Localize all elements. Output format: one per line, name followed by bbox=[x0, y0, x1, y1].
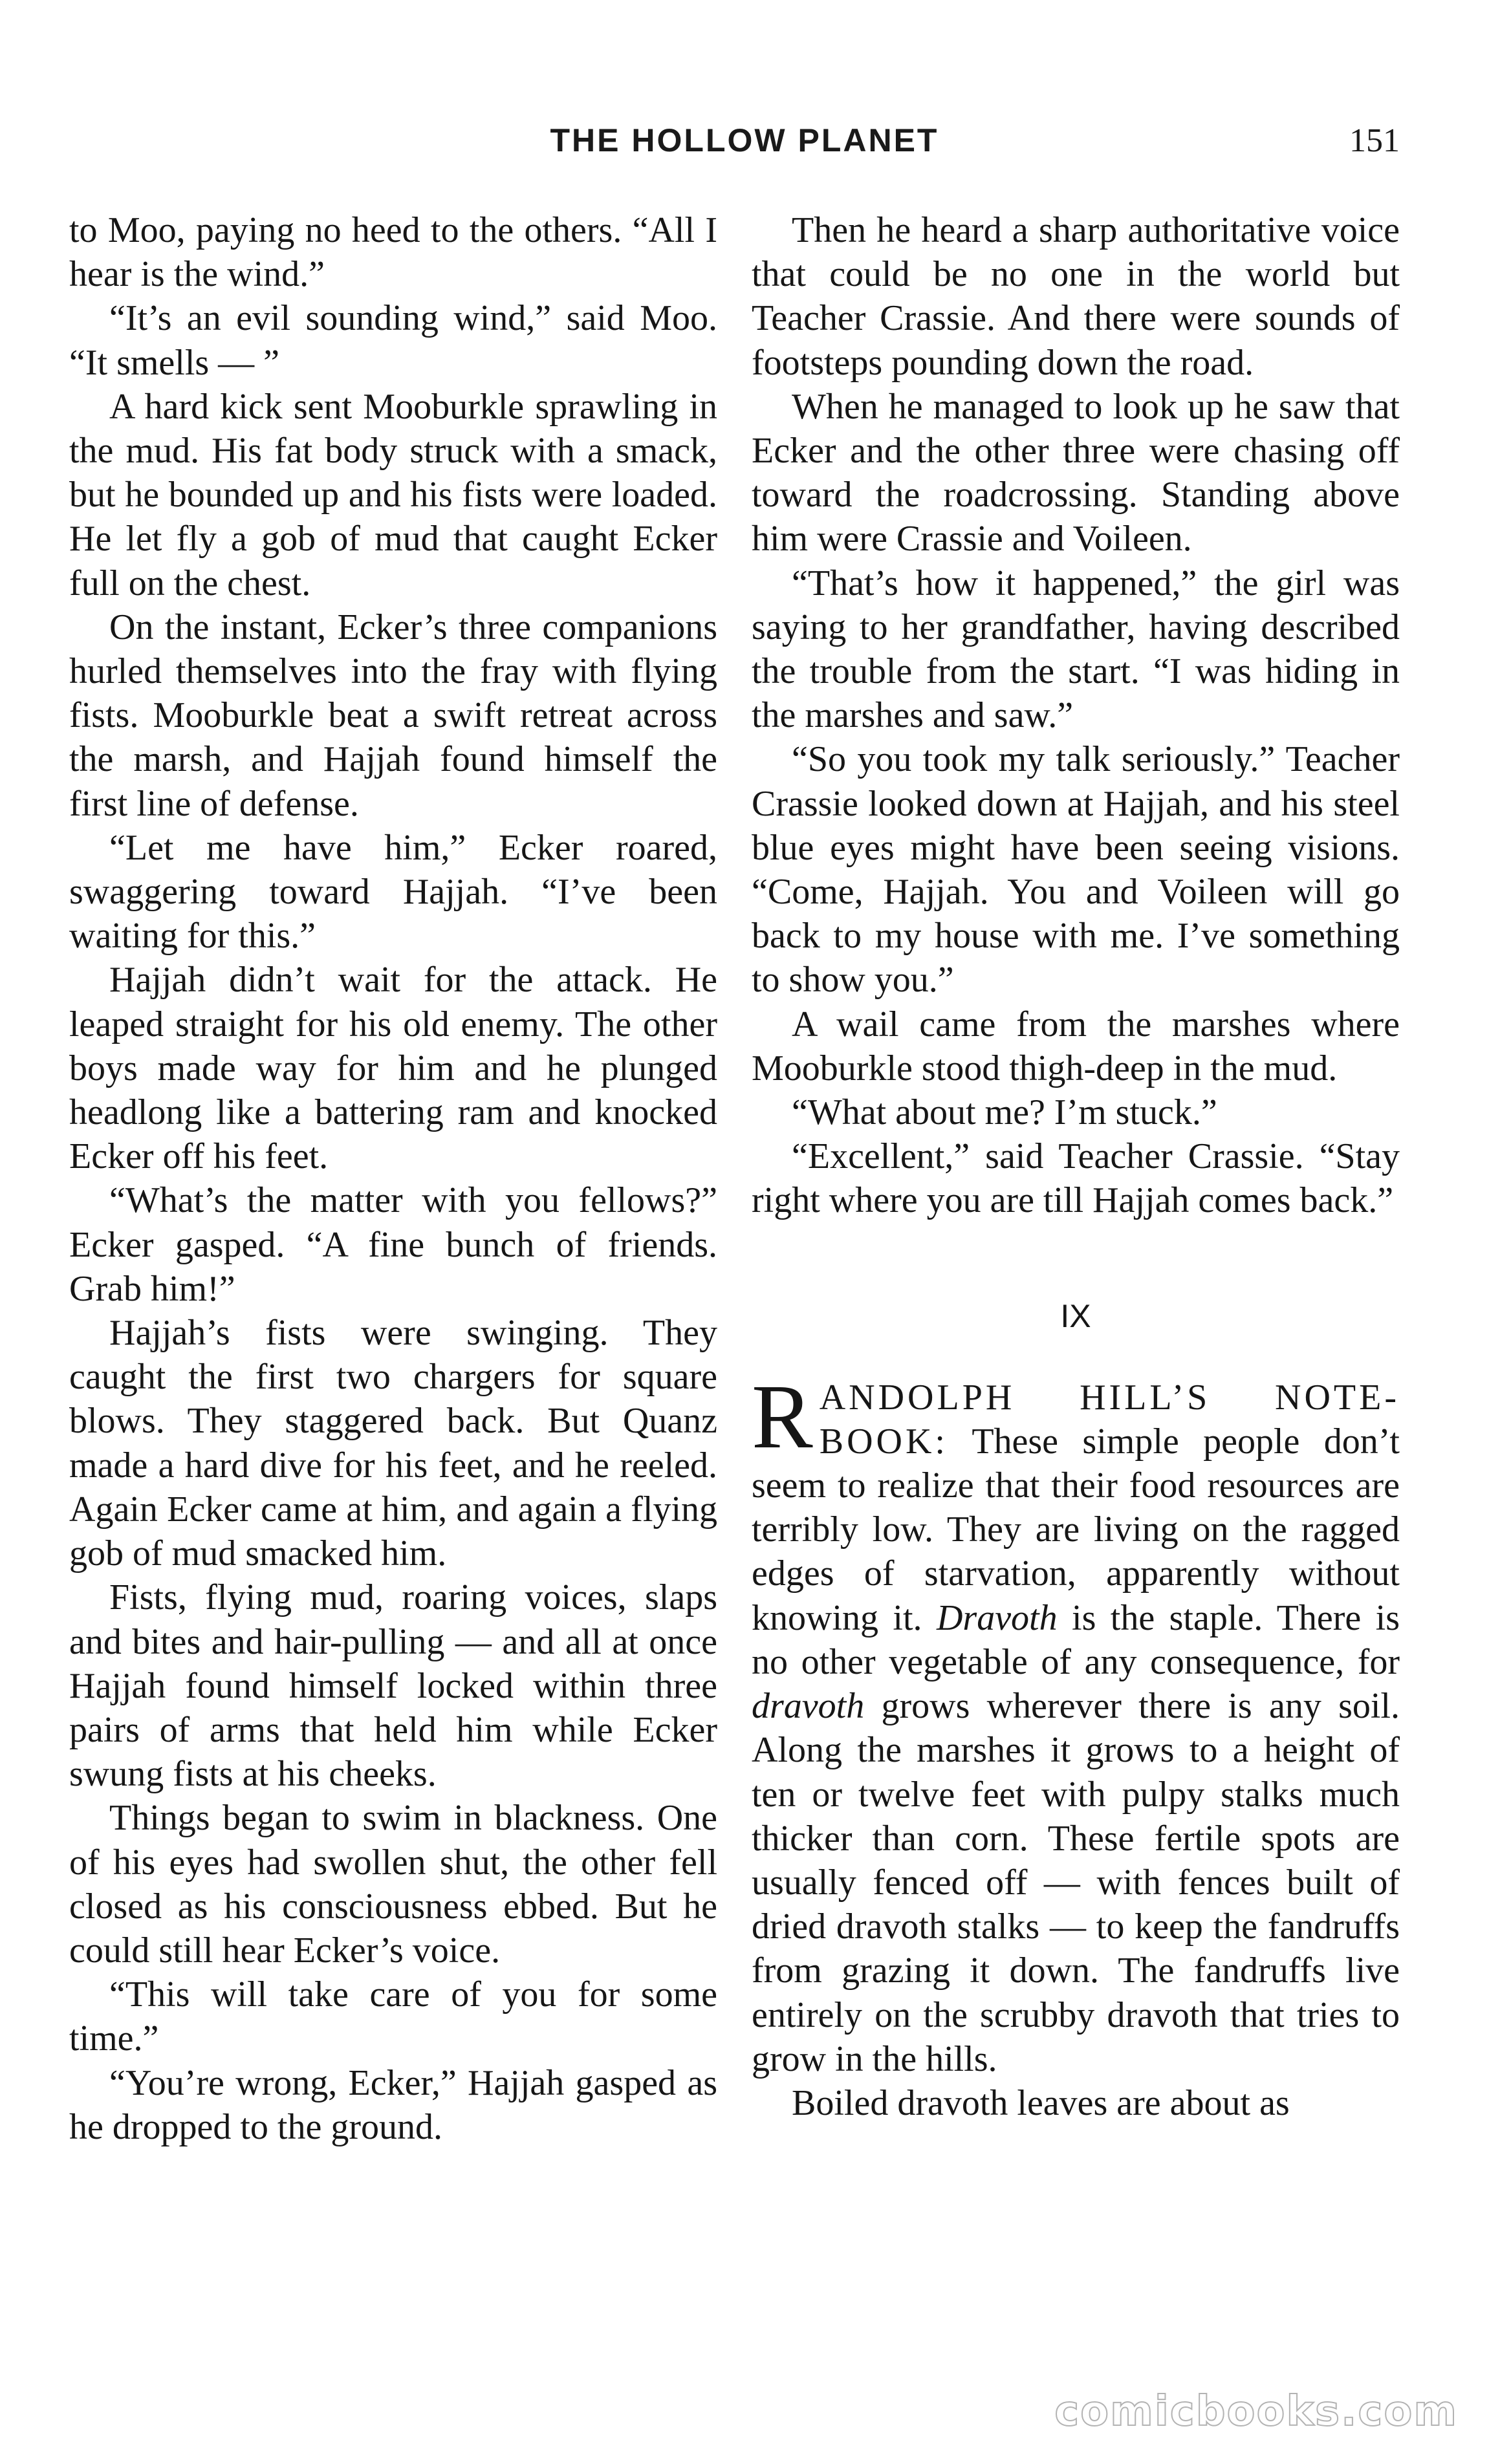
paragraph: Fists, flying mud, roaring voices, slaps and bites and hair-pulling — and all at once Hajjah found himself locked within three pairs of arms that held him while Ecker swung fists at his cheeks. bbox=[69, 1577, 717, 1795]
left-column bbox=[69, 208, 717, 2149]
notebook-lead-in: ANDOLPH HILL’S NOTE-BOOK: bbox=[819, 1377, 1400, 1462]
notebook-text: These simple people don’t seem to realize that their food resources are terribly low. They are living on the ragged edges of starvation, apparently without knowing it. bbox=[752, 1421, 1400, 1638]
running-title: THE HOLLOW PLANET bbox=[550, 122, 939, 158]
notebook-text: is the staple. There is no other vegetable of any consequence, for bbox=[752, 1597, 1400, 1682]
paragraph: Things began to swim in blackness. One of his eyes had swollen shut, the other fell closed as his consciousness ebbed. But he could still hear Ecker’s voice. bbox=[69, 1798, 717, 1971]
page-header bbox=[0, 122, 1489, 173]
paragraph: A hard kick sent Mooburkle sprawling in the mud. His fat body struck with a smack, but he bounded up and his fists were loaded. He let fly a gob of mud that caught Ecker full on the chest. bbox=[69, 386, 717, 603]
notebook-text: grows wherever there is any soil. Along the marshes it grows to a height of ten or twelve feet with pulpy stalks much thicker than corn. These fertile spots are usually fenced off — with fences built of dried dravoth stalks — to keep the fandruffs from grazing it down. The fandruffs live entirely on the scrubby dravoth that tries to grow in the hills. bbox=[752, 1686, 1400, 2079]
paragraph: On the instant, Ecker’s three companions hurled themselves into the fray with flying fists. Mooburkle beat a swift retreat across the marsh, and Hajjah found himself the first line of defense. bbox=[69, 607, 717, 824]
paragraph: “This will take care of you for some time.” bbox=[69, 1974, 717, 2059]
watermark: comicbooks.com bbox=[1054, 2388, 1458, 2436]
paragraph: Then he heard a sharp authoritative voice that could be no one in the world but Teacher Crassie. And there were sounds of footsteps pounding down the road. bbox=[752, 210, 1400, 383]
paragraph: to Moo, paying no heed to the others. “All I hear is the wind.” bbox=[69, 210, 717, 295]
italic-term: dravoth bbox=[752, 1686, 865, 1727]
paragraph: “Excellent,” said Teacher Crassie. “Stay right where you are till Hajjah comes back.” bbox=[752, 1136, 1400, 1221]
drop-cap: R bbox=[752, 1365, 813, 1467]
paragraph: Hajjah’s fists were swinging. They caught the first two chargers for square blows. They staggered back. But Quanz made a hard dive for his feet, and he reeled. Again Ecker came at him, and again a flying gob of mud smacked him. bbox=[69, 1313, 717, 1574]
paragraph: When he managed to look up he saw that Ecker and the other three were chasing off toward the roadcrossing. Standing above him were Crassie and Voileen. bbox=[752, 386, 1400, 559]
page-number: 151 bbox=[1349, 122, 1400, 159]
paragraph: “Let me have him,” Ecker roared, swaggering toward Hajjah. “I’ve been waiting for this.” bbox=[69, 827, 717, 956]
paragraph: “You’re wrong, Ecker,” Hajjah gasped as he dropped to the ground. bbox=[69, 2062, 717, 2147]
notebook-paragraph bbox=[752, 1365, 1400, 2081]
chapter-heading: IX bbox=[1060, 1297, 1091, 1334]
paragraph: “That’s how it happened,” the girl was saying to her grandfather, having described the trouble from the start. “I was hiding in the marshes and saw.” bbox=[752, 563, 1400, 736]
paragraph: “What about me? I’m stuck.” bbox=[792, 1092, 1217, 1133]
paragraph: “It’s an evil sounding wind,” said Moo. “It smells — ” bbox=[69, 298, 717, 383]
right-column bbox=[752, 208, 1400, 2125]
paragraph: A wail came from the marshes where Mooburkle stood thigh-deep in the mud. bbox=[752, 1004, 1400, 1088]
italic-term: Dravoth bbox=[936, 1597, 1058, 1638]
paragraph: “So you took my talk seriously.” Teacher Crassie looked down at Hajjah, and his steel blue eyes might have been seeing visions. “Come, Hajjah. You and Voileen will go back to my house with me. I’ve something to show you.” bbox=[752, 739, 1400, 1000]
paragraph: Hajjah didn’t wait for the attack. He leaped straight for his old enemy. The other boys made way for him and he plunged headlong like a battering ram and knocked Ecker off his feet. bbox=[69, 960, 717, 1177]
paragraph: “What’s the matter with you fellows?” Ecker gasped. “A fine bunch of friends. Grab him!” bbox=[69, 1180, 717, 1309]
paragraph: Boiled dravoth leaves are about as bbox=[792, 2082, 1290, 2123]
